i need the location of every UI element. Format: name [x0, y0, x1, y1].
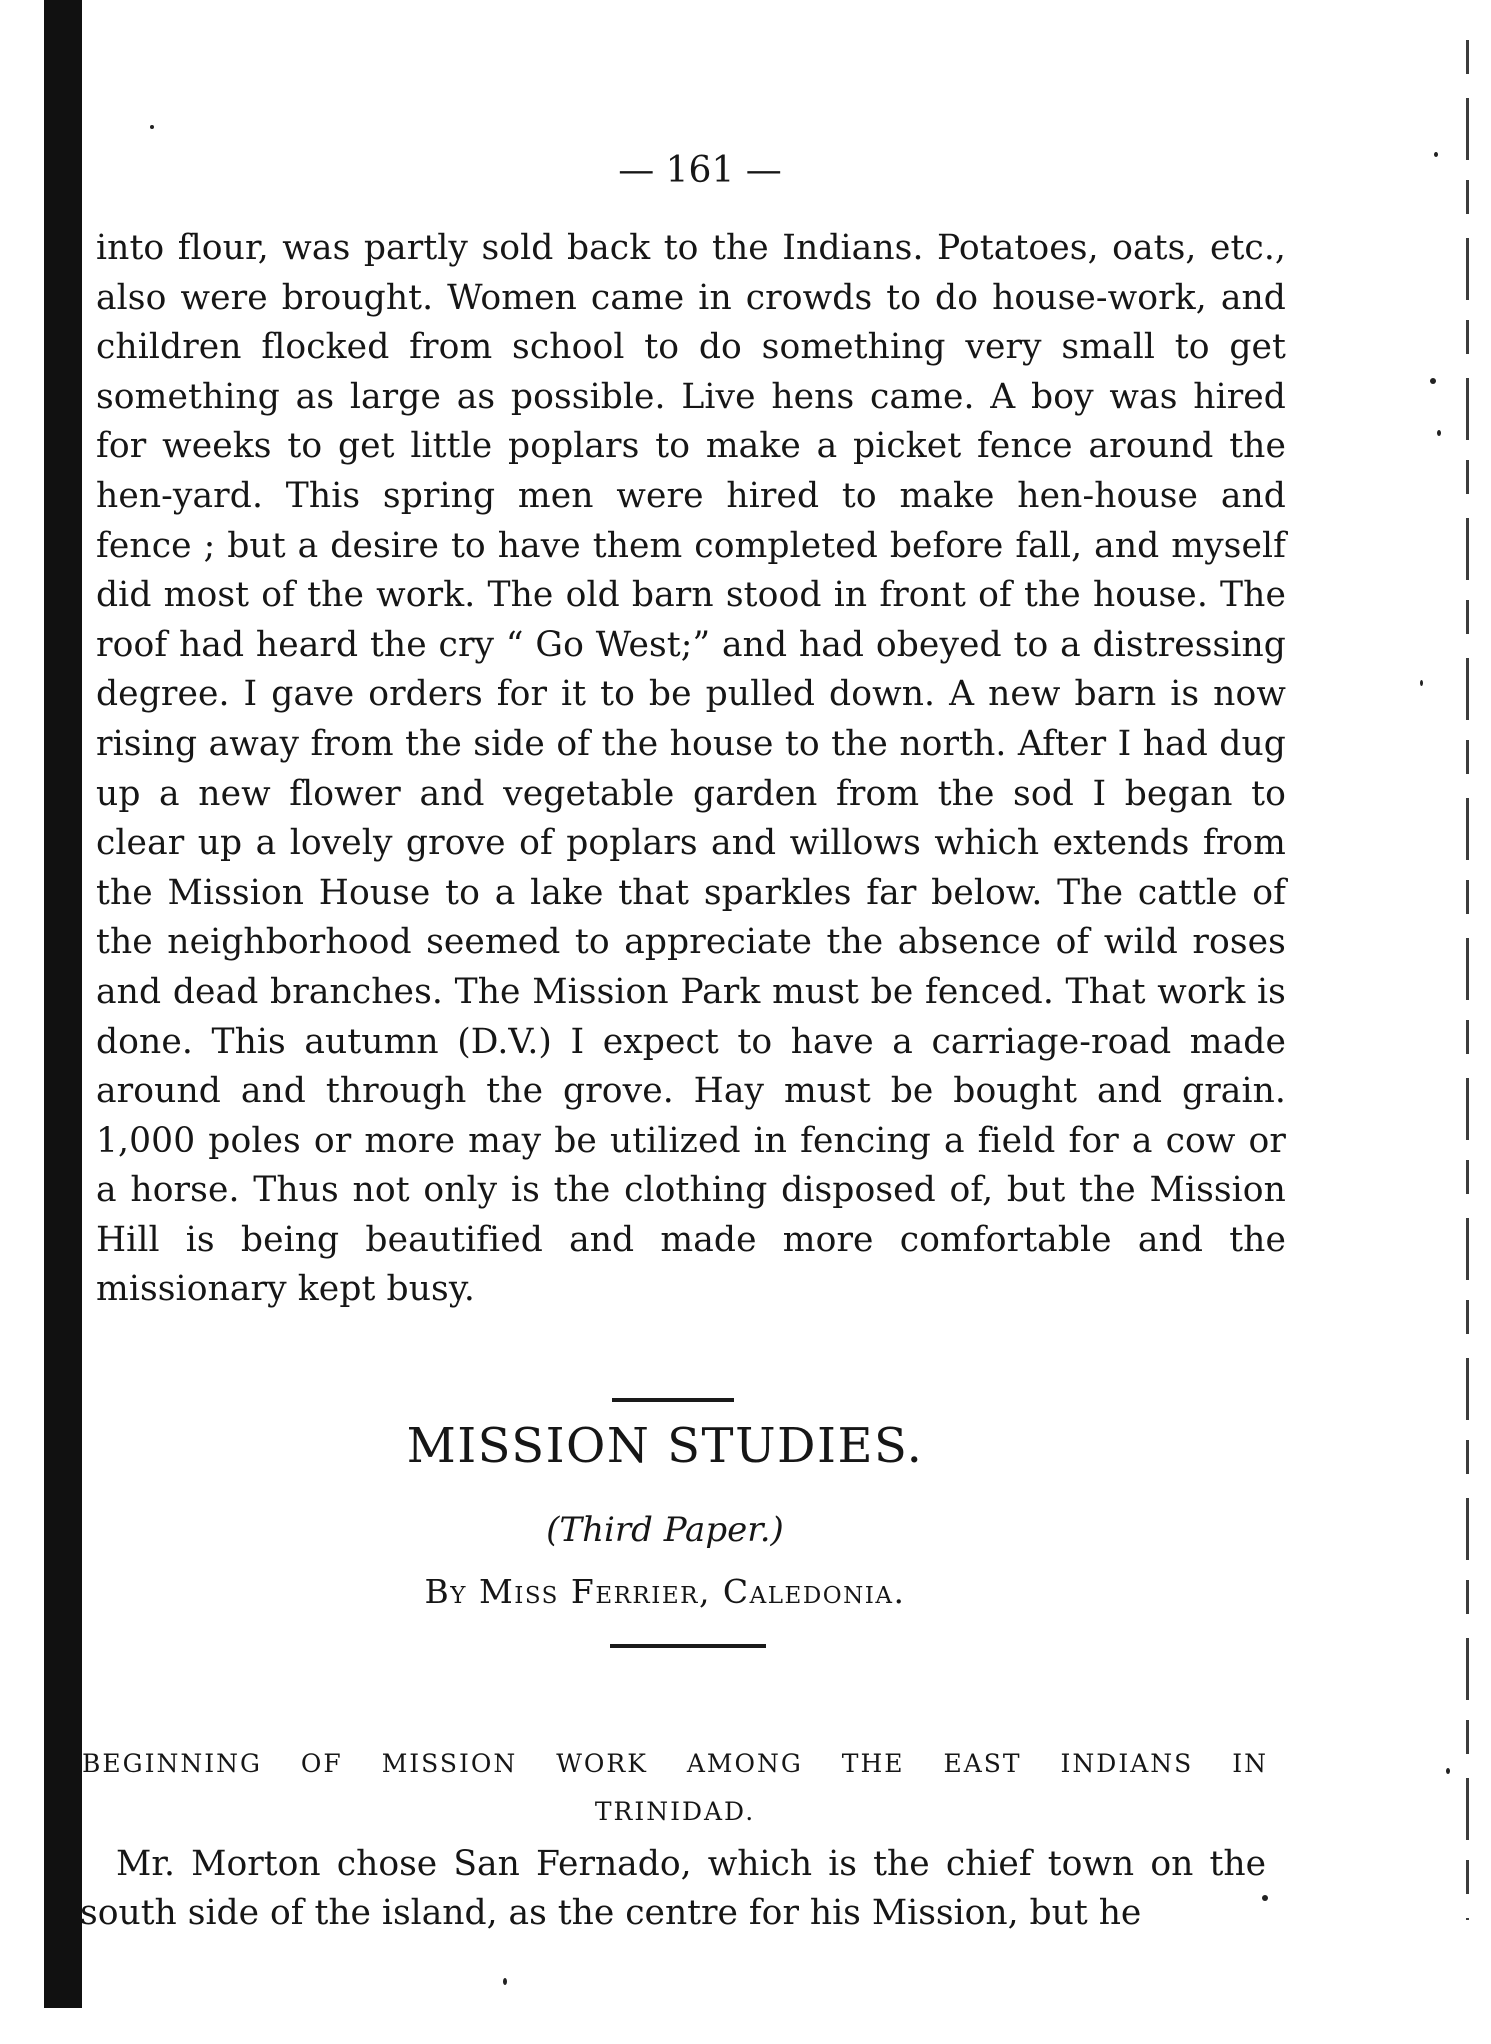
scan-speck — [150, 125, 154, 129]
section-title: MISSION STUDIES. — [406, 1418, 924, 1474]
article-paragraph — [80, 1840, 1266, 1938]
scan-speck — [503, 1978, 507, 1985]
subheading-line: TRINIDAD. — [594, 1797, 756, 1826]
page-number: — 161 — — [618, 150, 782, 191]
right-margin-scan-artifact — [1466, 40, 1469, 1920]
body-paragraph — [96, 224, 1286, 1315]
byline-divider — [610, 1644, 766, 1648]
subheading-line: BEGINNING OF MISSION WORK AMONG THE EAST INDIANS IN — [82, 1749, 1268, 1778]
scan-speck — [1420, 680, 1423, 686]
paragraph-text: into flour, was partly sold back to the Indians. Potatoes, oats, etc., also were brought. Women came in crowds to do house-work, and children flocked from school to do something very small to get something as large as possible. Live hens came. A boy was hired for weeks to get little poplars to make a picket fence around the hen-yard. This spring men were hired to make hen-house and fence ; but a desire to have them completed before fall, and myself did most of the work. The old barn stood in front of the house. The roof had heard the cry “ Go West;” and had obeyed to a distressing degree. I gave orders for it to be pulled down. A new barn is now rising away from the side of the house to the north. After I had dug up a new flower and vegetable garden from the sod I began to clear up a lovely grove of poplars and willows which extends from the Mission House to a lake that sparkles far below. The cattle of the neighborhood seemed to appreciate the absence of wild roses and dead branches. The Mission Park must be fenced. That work is done. This autumn (D.V.) I expect to have a carriage-road made around and through the grove. Hay must be bought and grain. 1,000 poles or more may be utilized in fencing a field for a cow or a horse. Thus not only is the clothing disposed of, but the Mission Hill is being beautified and made more comfortable and the missionary kept busy. — [96, 228, 1286, 1310]
article-subheading — [82, 1740, 1268, 1836]
author-byline: By Miss Ferrier, Caledonia. — [424, 1572, 906, 1611]
scan-speck — [1446, 1768, 1450, 1774]
section-divider — [612, 1398, 734, 1402]
scan-speck — [1437, 430, 1441, 436]
binding-edge-shadow — [44, 0, 82, 2008]
scan-speck — [1434, 152, 1438, 157]
paragraph-text: Mr. Morton chose San Fernado, which is the chief town on the south side of the island, as the centre for his Mission, but he — [80, 1844, 1266, 1933]
scan-speck — [1430, 378, 1436, 384]
section-subtitle: (Third Paper.) — [546, 1510, 784, 1550]
